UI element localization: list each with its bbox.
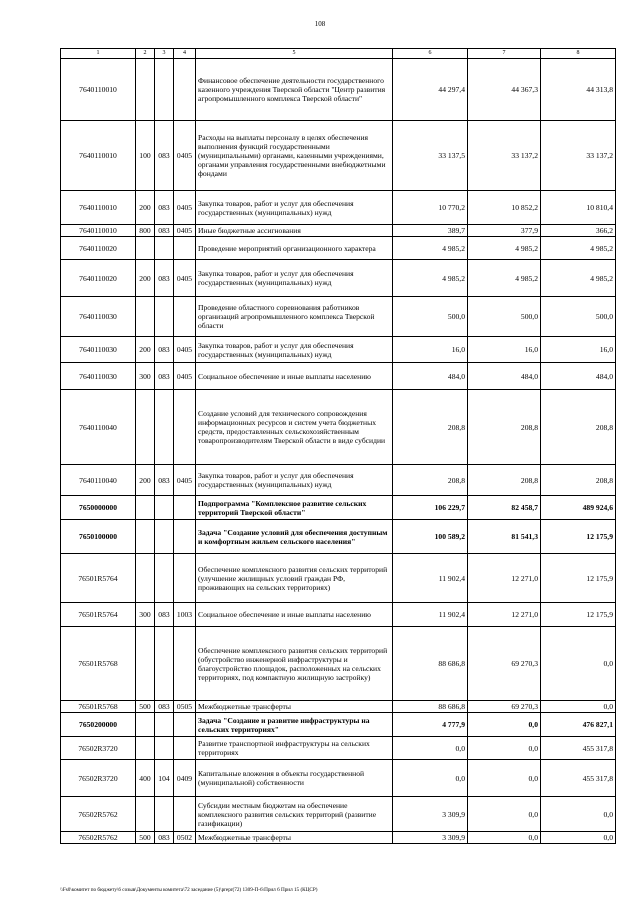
- amount-year-3: 208,8: [541, 390, 616, 465]
- amount-year-2: 33 137,2: [468, 121, 541, 191]
- header-cell: 8: [541, 49, 616, 59]
- amount-year-2: 500,0: [468, 297, 541, 337]
- table-row: [61, 465, 616, 496]
- table-row: [61, 337, 616, 363]
- item-description: Субсидии местным бюджетам на обеспечение комплексного развития сельских территорий (развитие газификации): [196, 797, 393, 832]
- expense-type-code: 500: [136, 832, 155, 844]
- section-code: [174, 59, 196, 121]
- amount-year-2: 44 367,3: [468, 59, 541, 121]
- target-article-code: 7650100000: [61, 520, 136, 554]
- amount-year-3: 500,0: [541, 297, 616, 337]
- amount-year-3: 484,0: [541, 363, 616, 390]
- expense-type-code: [136, 237, 155, 260]
- expense-type-code: 100: [136, 121, 155, 191]
- target-article-code: 7640110040: [61, 390, 136, 465]
- amount-year-2: 484,0: [468, 363, 541, 390]
- amount-year-3: 4 985,2: [541, 237, 616, 260]
- target-article-code: 76501R5764: [61, 554, 136, 603]
- section-code: 0405: [174, 260, 196, 297]
- amount-year-1: 88 686,8: [393, 701, 468, 713]
- expense-type-code: 200: [136, 260, 155, 297]
- header-cell: 3: [155, 49, 174, 59]
- table-row: [61, 237, 616, 260]
- expense-type-code: 300: [136, 363, 155, 390]
- section-code: [174, 496, 196, 520]
- expense-type-code: 200: [136, 337, 155, 363]
- item-description: Закупка товаров, работ и услуг для обеспечения государственных (муниципальных) нужд: [196, 260, 393, 297]
- section-code: [174, 554, 196, 603]
- amount-year-2: 0,0: [468, 737, 541, 760]
- table-row: [61, 59, 616, 121]
- target-article-code: 7650000000: [61, 496, 136, 520]
- item-description: Капитальные вложения в объекты государственной (муниципальной) собственности: [196, 760, 393, 797]
- section-code: 1003: [174, 603, 196, 627]
- expense-type-code: [136, 496, 155, 520]
- amount-year-1: 4 985,2: [393, 260, 468, 297]
- section-code: 0502: [174, 832, 196, 844]
- administrator-code: 104: [155, 760, 174, 797]
- expense-type-code: 200: [136, 191, 155, 225]
- administrator-code: [155, 737, 174, 760]
- target-article-code: 76501R5768: [61, 627, 136, 701]
- amount-year-3: 16,0: [541, 337, 616, 363]
- amount-year-2: 69 270,3: [468, 701, 541, 713]
- administrator-code: [155, 797, 174, 832]
- amount-year-1: 88 686,8: [393, 627, 468, 701]
- budget-table: [60, 48, 616, 844]
- administrator-code: [155, 713, 174, 737]
- amount-year-3: 33 137,2: [541, 121, 616, 191]
- target-article-code: 76501R5764: [61, 603, 136, 627]
- expense-type-code: [136, 713, 155, 737]
- target-article-code: 76501R5768: [61, 701, 136, 713]
- target-article-code: 76502R5762: [61, 797, 136, 832]
- section-code: 0405: [174, 191, 196, 225]
- amount-year-3: 208,8: [541, 465, 616, 496]
- header-row: [61, 49, 616, 59]
- amount-year-3: 0,0: [541, 627, 616, 701]
- administrator-code: [155, 59, 174, 121]
- amount-year-1: 100 589,2: [393, 520, 468, 554]
- amount-year-2: 377,9: [468, 225, 541, 237]
- target-article-code: 7640110030: [61, 297, 136, 337]
- administrator-code: 083: [155, 363, 174, 390]
- expense-type-code: [136, 797, 155, 832]
- administrator-code: 083: [155, 832, 174, 844]
- administrator-code: [155, 627, 174, 701]
- header-cell: 6: [393, 49, 468, 59]
- table-row: [61, 520, 616, 554]
- item-description: Проведение мероприятий организационного характера: [196, 237, 393, 260]
- target-article-code: 7640110010: [61, 191, 136, 225]
- section-code: 0505: [174, 701, 196, 713]
- table-row: [61, 363, 616, 390]
- amount-year-3: 489 924,6: [541, 496, 616, 520]
- amount-year-2: 10 852,2: [468, 191, 541, 225]
- table-row: [61, 390, 616, 465]
- table-row: [61, 191, 616, 225]
- table-row: [61, 737, 616, 760]
- item-description: Обеспечение комплексного развития сельских территорий (улучшение жилищных условий граждан РФ, проживающих на сельских территориях): [196, 554, 393, 603]
- item-description: Задача "Создание условий для обеспечения доступным и комфортным жильем сельского населения": [196, 520, 393, 554]
- item-description: Обеспечение комплексного развития сельских территорий (обустройство инженерной инфраструктуры и благоустройство площадок, расположенных на сельских территориях, под компактную жилищную застройку): [196, 627, 393, 701]
- section-code: [174, 237, 196, 260]
- amount-year-2: 82 458,7: [468, 496, 541, 520]
- section-code: [174, 713, 196, 737]
- amount-year-3: 0,0: [541, 701, 616, 713]
- header-cell: 7: [468, 49, 541, 59]
- administrator-code: 083: [155, 191, 174, 225]
- target-article-code: 7640110010: [61, 225, 136, 237]
- expense-type-code: [136, 737, 155, 760]
- item-description: Подпрограмма "Комплексное развитие сельских территорий Тверской области": [196, 496, 393, 520]
- amount-year-3: 44 313,8: [541, 59, 616, 121]
- amount-year-2: 81 541,3: [468, 520, 541, 554]
- amount-year-3: 12 175,9: [541, 603, 616, 627]
- target-article-code: 7640110010: [61, 121, 136, 191]
- expense-type-code: [136, 627, 155, 701]
- amount-year-2: 0,0: [468, 797, 541, 832]
- amount-year-1: 0,0: [393, 760, 468, 797]
- section-code: 0405: [174, 363, 196, 390]
- amount-year-2: 69 270,3: [468, 627, 541, 701]
- amount-year-3: 12 175,9: [541, 520, 616, 554]
- target-article-code: 76502R3720: [61, 760, 136, 797]
- table-row: [61, 701, 616, 713]
- item-description: Задача "Создание и развитие инфраструктуры на сельских территориях": [196, 713, 393, 737]
- amount-year-2: 16,0: [468, 337, 541, 363]
- table-row: [61, 627, 616, 701]
- item-description: Иные бюджетные ассигнования: [196, 225, 393, 237]
- target-article-code: 7650200000: [61, 713, 136, 737]
- target-article-code: 7640110030: [61, 363, 136, 390]
- administrator-code: 083: [155, 337, 174, 363]
- expense-type-code: [136, 554, 155, 603]
- target-article-code: 76502R5762: [61, 832, 136, 844]
- amount-year-1: 11 902,4: [393, 554, 468, 603]
- amount-year-1: 500,0: [393, 297, 468, 337]
- amount-year-1: 10 770,2: [393, 191, 468, 225]
- table-row: [61, 260, 616, 297]
- administrator-code: [155, 554, 174, 603]
- amount-year-1: 0,0: [393, 737, 468, 760]
- amount-year-1: 4 777,9: [393, 713, 468, 737]
- target-article-code: 7640110030: [61, 337, 136, 363]
- item-description: Закупка товаров, работ и услуг для обеспечения государственных (муниципальных) нужд: [196, 191, 393, 225]
- expense-type-code: 500: [136, 701, 155, 713]
- table-row: [61, 603, 616, 627]
- expense-type-code: [136, 297, 155, 337]
- administrator-code: [155, 496, 174, 520]
- amount-year-3: 10 810,4: [541, 191, 616, 225]
- administrator-code: [155, 237, 174, 260]
- table-row: [61, 832, 616, 844]
- amount-year-3: 455 317,8: [541, 737, 616, 760]
- item-description: Закупка товаров, работ и услуг для обеспечения государственных (муниципальных) нужд: [196, 465, 393, 496]
- administrator-code: [155, 297, 174, 337]
- administrator-code: [155, 390, 174, 465]
- item-description: Социальное обеспечение и иные выплаты населению: [196, 603, 393, 627]
- section-code: [174, 737, 196, 760]
- item-description: Развитие транспортной инфраструктуры на сельских территориях: [196, 737, 393, 760]
- expense-type-code: 800: [136, 225, 155, 237]
- amount-year-1: 3 309,9: [393, 797, 468, 832]
- amount-year-1: 106 229,7: [393, 496, 468, 520]
- item-description: Социальное обеспечение и иные выплаты населению: [196, 363, 393, 390]
- page-number: 108: [314, 20, 326, 28]
- expense-type-code: [136, 390, 155, 465]
- section-code: 0405: [174, 465, 196, 496]
- amount-year-1: 208,8: [393, 390, 468, 465]
- administrator-code: 083: [155, 260, 174, 297]
- item-description: Межбюджетные трансферты: [196, 701, 393, 713]
- amount-year-2: 12 271,0: [468, 603, 541, 627]
- header-cell: 1: [61, 49, 136, 59]
- item-description: Расходы на выплаты персоналу в целях обеспечения выполнения функций государственными (муниципальными) органами, казенными учреждениями, органами управления государственными внебюджетными фондами: [196, 121, 393, 191]
- table-row: [61, 797, 616, 832]
- table-row: [61, 554, 616, 603]
- amount-year-1: 44 297,4: [393, 59, 468, 121]
- section-code: [174, 390, 196, 465]
- amount-year-1: 389,7: [393, 225, 468, 237]
- item-description: Проведение областного соревнования работников организаций агропромышленного комплекса Тверской области: [196, 297, 393, 337]
- target-article-code: 76502R3720: [61, 737, 136, 760]
- section-code: 0405: [174, 225, 196, 237]
- administrator-code: 083: [155, 465, 174, 496]
- item-description: Закупка товаров, работ и услуг для обеспечения государственных (муниципальных) нужд: [196, 337, 393, 363]
- amount-year-1: 16,0: [393, 337, 468, 363]
- amount-year-3: 4 985,2: [541, 260, 616, 297]
- expense-type-code: 300: [136, 603, 155, 627]
- amount-year-3: 366,2: [541, 225, 616, 237]
- target-article-code: 7640110040: [61, 465, 136, 496]
- file-path-footer: \\Fs0\комитет по бюджету\6 созыв\Документы комитета\72 заседание (5)\prepr(72) 1309-П-6\Прил 6 Прил 15 (КЦСР): [60, 887, 318, 893]
- amount-year-2: 12 271,0: [468, 554, 541, 603]
- amount-year-2: 0,0: [468, 713, 541, 737]
- amount-year-3: 455 317,8: [541, 760, 616, 797]
- amount-year-3: 0,0: [541, 832, 616, 844]
- amount-year-2: 0,0: [468, 760, 541, 797]
- administrator-code: 083: [155, 225, 174, 237]
- table-row: [61, 225, 616, 237]
- amount-year-2: 4 985,2: [468, 237, 541, 260]
- expense-type-code: [136, 59, 155, 121]
- amount-year-2: 208,8: [468, 465, 541, 496]
- amount-year-2: 208,8: [468, 390, 541, 465]
- target-article-code: 7640110020: [61, 260, 136, 297]
- amount-year-1: 33 137,5: [393, 121, 468, 191]
- section-code: [174, 297, 196, 337]
- expense-type-code: 400: [136, 760, 155, 797]
- section-code: 0409: [174, 760, 196, 797]
- target-article-code: 7640110020: [61, 237, 136, 260]
- item-description: Создание условий для технического сопровождения информационных ресурсов и систем учета бюджетных средств, предоставленных сельскохозяйственным товаропроизводителям Тверской области в виде субсидии: [196, 390, 393, 465]
- header-cell: 4: [174, 49, 196, 59]
- section-code: [174, 797, 196, 832]
- amount-year-3: 476 827,1: [541, 713, 616, 737]
- item-description: Финансовое обеспечение деятельности государственного казенного учреждения Тверской области "Центр развития агропромышленного комплекса Тверской области": [196, 59, 393, 121]
- section-code: [174, 627, 196, 701]
- item-description: Межбюджетные трансферты: [196, 832, 393, 844]
- amount-year-1: 4 985,2: [393, 237, 468, 260]
- expense-type-code: [136, 520, 155, 554]
- section-code: [174, 520, 196, 554]
- amount-year-1: 11 902,4: [393, 603, 468, 627]
- section-code: 0405: [174, 121, 196, 191]
- table-row: [61, 760, 616, 797]
- administrator-code: 083: [155, 603, 174, 627]
- section-code: 0405: [174, 337, 196, 363]
- amount-year-2: 4 985,2: [468, 260, 541, 297]
- amount-year-1: 484,0: [393, 363, 468, 390]
- amount-year-1: 3 309,9: [393, 832, 468, 844]
- amount-year-2: 0,0: [468, 832, 541, 844]
- header-cell: 2: [136, 49, 155, 59]
- administrator-code: 083: [155, 701, 174, 713]
- administrator-code: [155, 520, 174, 554]
- table-row: [61, 121, 616, 191]
- amount-year-3: 0,0: [541, 797, 616, 832]
- amount-year-3: 12 175,9: [541, 554, 616, 603]
- header-cell: 5: [196, 49, 393, 59]
- administrator-code: 083: [155, 121, 174, 191]
- table-row: [61, 496, 616, 520]
- table-row: [61, 297, 616, 337]
- table-row: [61, 713, 616, 737]
- amount-year-1: 208,8: [393, 465, 468, 496]
- target-article-code: 7640110010: [61, 59, 136, 121]
- expense-type-code: 200: [136, 465, 155, 496]
